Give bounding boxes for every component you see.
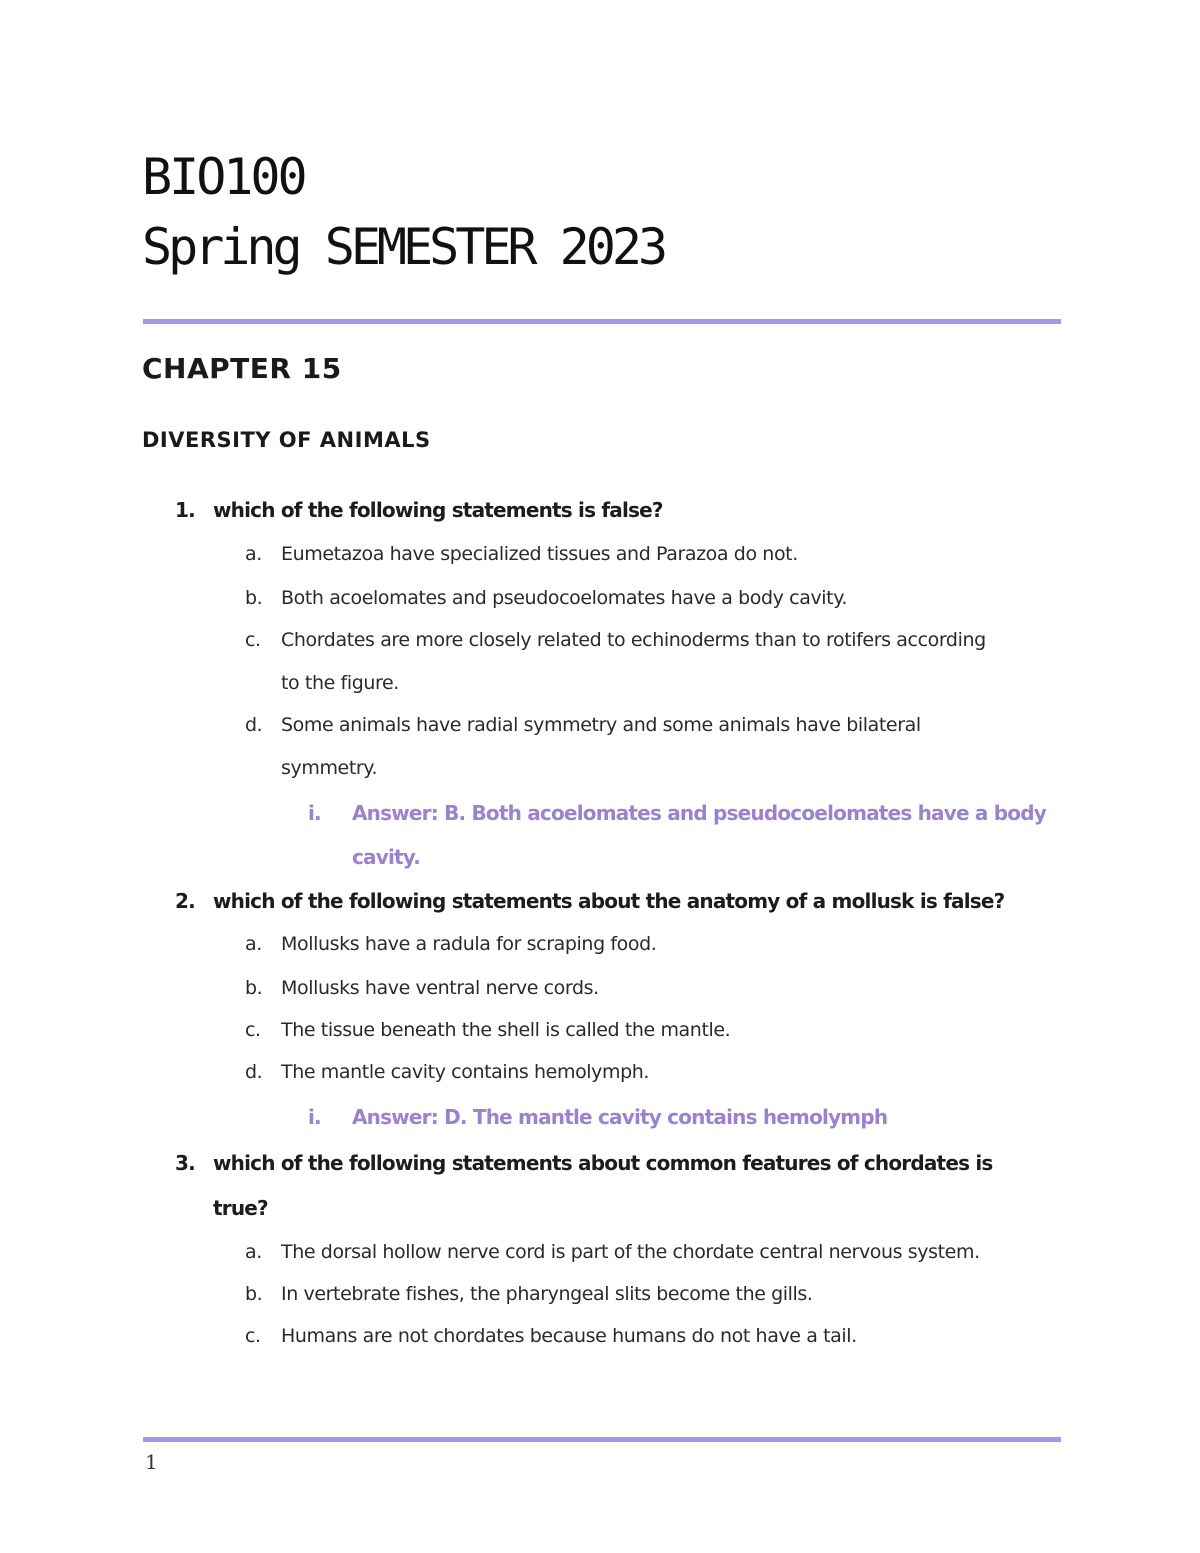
question-3 (175, 1151, 993, 1175)
question-2 (175, 889, 1004, 913)
option-text: The dorsal hollow nerve cord is part of the chordate central nervous system. (281, 1241, 980, 1263)
page-number: 1 (145, 1450, 158, 1474)
answer-2 (308, 1105, 887, 1129)
option-letter: a. (245, 1241, 262, 1263)
option-1b (245, 587, 847, 609)
option-2c (245, 1019, 730, 1041)
option-text: In vertebrate fishes, the pharyngeal slits become the gills. (281, 1283, 813, 1305)
option-letter: a. (245, 933, 262, 955)
course-title: BIO100 (142, 148, 305, 206)
answer-text: Answer: B. Both acoelomates and pseudocoelomates have a body (352, 801, 1046, 825)
option-letter: c. (245, 1019, 261, 1041)
option-3a (245, 1241, 980, 1263)
question-number: 2. (175, 889, 195, 913)
chapter-title: CHAPTER 15 (142, 352, 342, 385)
footer-divider (143, 1437, 1061, 1442)
semester-title: Spring SEMESTER 2023 (142, 218, 665, 276)
option-text: Humans are not chordates because humans do not have a tail. (281, 1325, 857, 1347)
option-letter: b. (245, 977, 263, 999)
option-letter: d. (245, 714, 263, 736)
option-text: The mantle cavity contains hemolymph. (281, 1061, 650, 1083)
answer-1-continued: cavity. (352, 845, 421, 869)
option-text: Chordates are more closely related to echinoderms than to rotifers according (281, 629, 986, 651)
question-1 (175, 498, 663, 522)
option-2b (245, 977, 599, 999)
option-1a (245, 543, 798, 565)
option-text: Mollusks have a radula for scraping food. (281, 933, 657, 955)
option-letter: a. (245, 543, 262, 565)
option-text: Both acoelomates and pseudocoelomates have a body cavity. (281, 587, 847, 609)
question-number: 1. (175, 498, 195, 522)
question-3-continued: true? (213, 1196, 268, 1220)
option-letter: c. (245, 629, 261, 651)
question-text: which of the following statements is false? (213, 498, 663, 522)
option-3c (245, 1325, 857, 1347)
answer-text: Answer: D. The mantle cavity contains hemolymph (352, 1105, 888, 1129)
answer-marker: i. (308, 801, 321, 825)
option-text: Mollusks have ventral nerve cords. (281, 977, 599, 999)
option-letter: b. (245, 587, 263, 609)
answer-1 (308, 801, 1046, 825)
option-letter: c. (245, 1325, 261, 1347)
option-1c-continued: to the figure. (281, 672, 399, 694)
option-letter: b. (245, 1283, 263, 1305)
question-text: which of the following statements about common features of chordates is (213, 1151, 993, 1175)
question-text: which of the following statements about the anatomy of a mollusk is false? (213, 889, 1005, 913)
option-1c (245, 629, 986, 651)
option-1d-continued: symmetry. (281, 757, 378, 779)
option-text: Eumetazoa have specialized tissues and Parazoa do not. (281, 543, 798, 565)
option-letter: d. (245, 1061, 263, 1083)
header-divider (143, 319, 1061, 324)
answer-marker: i. (308, 1105, 321, 1129)
question-number: 3. (175, 1151, 195, 1175)
option-1d (245, 714, 921, 736)
option-text: Some animals have radial symmetry and some animals have bilateral (281, 714, 921, 736)
section-title: DIVERSITY OF ANIMALS (142, 428, 431, 452)
option-2d (245, 1061, 649, 1083)
option-text: The tissue beneath the shell is called the mantle. (281, 1019, 731, 1041)
option-3b (245, 1283, 813, 1305)
option-2a (245, 933, 656, 955)
